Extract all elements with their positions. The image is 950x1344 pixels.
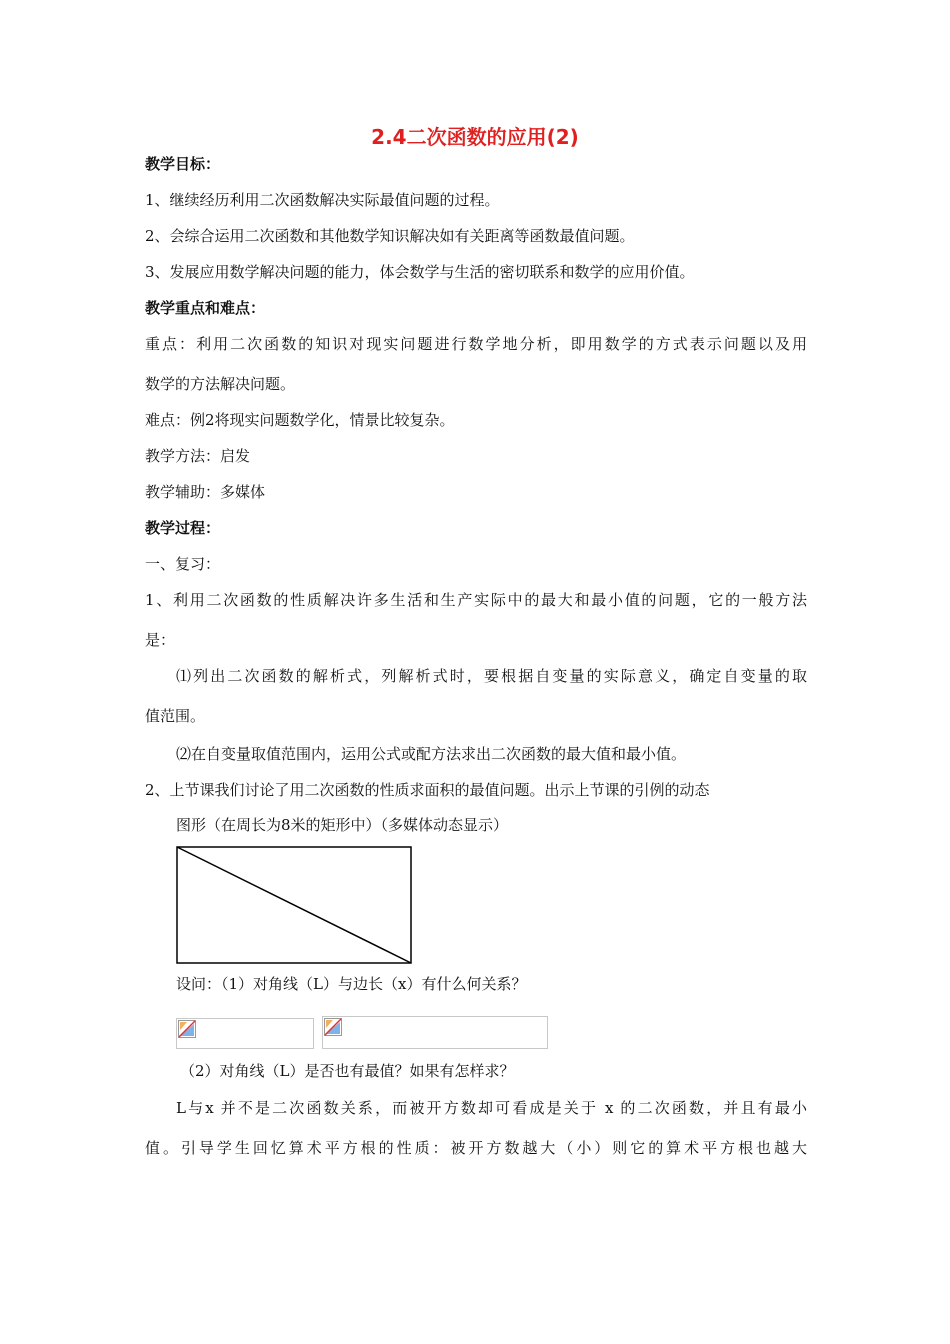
key-point-line-2: 数学的方法解决问题。 bbox=[145, 375, 296, 393]
broken-image-icon bbox=[178, 1020, 196, 1038]
goal-item-2: 2、会综合运用二次函数和其他数学知识解决如有关距离等函数最值问题。 bbox=[145, 227, 635, 245]
teaching-method: 教学方法：启发 bbox=[145, 447, 251, 465]
step-1-line-2: 值范围。 bbox=[145, 707, 206, 725]
heading-teaching-process: 教学过程： bbox=[145, 519, 221, 537]
broken-image-icon bbox=[324, 1018, 342, 1036]
teaching-aid: 教学辅助：多媒体 bbox=[145, 483, 266, 501]
answer-line-2: 值。引导学生回忆算术平方根的性质：被开方数越大（小）则它的算术平方根也越大 bbox=[145, 1139, 807, 1157]
goal-item-1: 1、继续经历利用二次函数解决实际最值问题的过程。 bbox=[145, 191, 500, 209]
item-2-line-1: 2、上节课我们讨论了用二次函数的性质求面积的最值问题。出示上节课的引例的动态 bbox=[145, 781, 710, 799]
goal-item-3: 3、发展应用数学解决问题的能力，体会数学与生活的密切联系和数学的应用价值。 bbox=[145, 263, 695, 281]
formula-image-placeholder-1 bbox=[176, 1018, 314, 1049]
step-1-line-1: ⑴列出二次函数的解析式，列解析式时，要根据自变量的实际意义，确定自变量的取 bbox=[176, 667, 807, 685]
item-1-line-1: 1、利用二次函数的性质解决许多生活和生产实际中的最大和最小值的问题，它的一般方法 bbox=[145, 591, 807, 609]
step-2-text: ⑵在自变量取值范围内，运用公式或配方法求出二次函数的最大值和最小值。 bbox=[176, 745, 687, 763]
question-1: 设问：（1）对角线（L）与边长（x）有什么何关系？ bbox=[176, 975, 527, 993]
question-2: （2）对角线（L）是否也有最值？如果有怎样求？ bbox=[180, 1062, 515, 1080]
heading-teaching-goals: 教学目标： bbox=[145, 155, 221, 173]
heading-key-points: 教学重点和难点： bbox=[145, 299, 266, 317]
key-point-line-1: 重点：利用二次函数的知识对现实问题进行数学地分析，即用数学的方式表示问题以及用 bbox=[145, 335, 807, 353]
answer-line-1: L与x 并不是二次函数关系，而被开方数却可看成是关于 x 的二次函数，并且有最小 bbox=[176, 1099, 807, 1117]
difficulty-text: 难点：例2将现实问题数学化，情景比较复杂。 bbox=[145, 411, 455, 429]
rectangle-diagonal-figure bbox=[176, 846, 414, 966]
diagonal-line bbox=[177, 847, 411, 963]
item-1-line-2: 是： bbox=[145, 631, 176, 649]
item-2-line-2: 图形（在周长为8米的矩形中）（多媒体动态显示） bbox=[176, 816, 509, 834]
review-heading: 一、复习： bbox=[145, 555, 221, 573]
formula-image-placeholder-2 bbox=[322, 1016, 548, 1049]
document-title: 2.4二次函数的应用(2) bbox=[371, 125, 579, 149]
